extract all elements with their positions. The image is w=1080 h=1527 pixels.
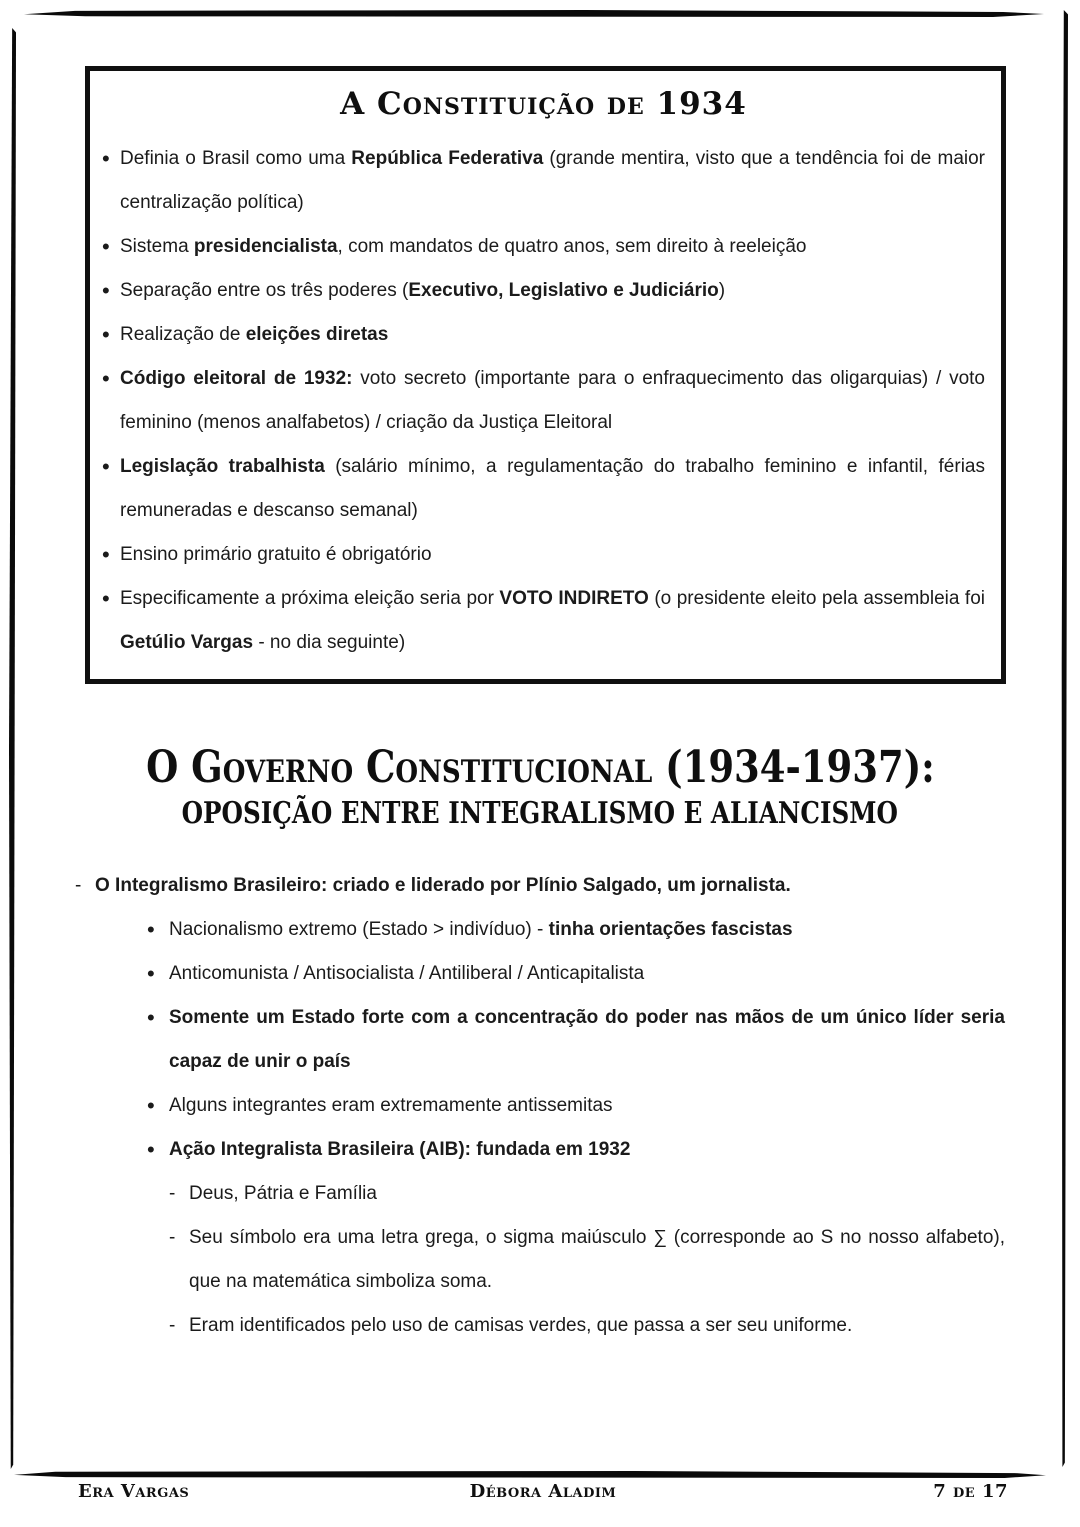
constitution-bullet [102,225,985,269]
dash-marker: - [169,1227,176,1248]
item-text: Alguns integrantes eram extremamente antissemitas [169,1095,613,1116]
constitution-bullet [102,137,985,225]
constitution-bullet [102,533,985,577]
footer-page-number: 7 de 17 [933,1481,1008,1502]
item-text: Definia o Brasil como uma República Federativa (grande mentira, visto que a tendência foi de maior centralização política) [120,148,986,213]
constitution-box-title: A Constituição de 1934 [340,86,747,122]
bullet-marker: • [102,322,110,347]
dash-marker: - [75,875,82,896]
constitution-bullet [102,577,985,665]
government-section-subtitle-text: OPOSIÇÃO ENTRE INTEGRALISMO E ALIANCISMO [181,796,899,831]
government-list-item [147,1084,1005,1128]
government-section-title [0,744,1080,792]
government-list-item [147,908,1005,952]
government-section-heading [0,744,1080,834]
item-text: Legislação trabalhista (salário mínimo, a regulamentação do trabalho feminino e infantil, férias remuneradas e descanso semanal) [120,456,985,521]
bullet-marker: • [147,961,155,986]
government-list [75,864,1005,1348]
government-list-item [169,1304,1005,1348]
government-section-subtitle [0,794,1080,834]
dash-marker: - [169,1315,176,1336]
constitution-bullet [102,445,985,533]
item-text: Ação Integralista Brasileira (AIB): fundada em 1932 [169,1139,631,1160]
bullet-marker: • [102,366,110,391]
government-list-item [169,1216,1005,1304]
item-text: Especificamente a próxima eleição seria por VOTO INDIRETO (o presidente eleito pela assembleia foi Getúlio Vargas - no dia seguinte) [120,588,985,653]
constitution-bullet [102,269,985,313]
item-text: Ensino primário gratuito é obrigatório [120,544,432,565]
bullet-marker: • [102,234,110,259]
government-list-item [75,864,1005,908]
item-text: Nacionalismo extremo (Estado > indivíduo) - tinha orientações fascistas [169,919,793,940]
footer-course-title: Era Vargas [78,1481,190,1502]
constitution-list [102,137,985,665]
bullet-marker: • [102,146,110,171]
item-text: O Integralismo Brasileiro: criado e liderado por Plínio Salgado, um jornalista. [95,875,791,896]
bullet-marker: • [102,454,110,479]
government-section-title-text: O Governo Constitucional (1934-1937): [145,742,935,793]
item-text: Deus, Pátria e Família [189,1183,377,1204]
item-text: Código eleitoral de 1932: voto secreto (importante para o enfraquecimento das oligarquias) / voto feminino (menos analfabetos) / criação da Justiça Eleitoral [120,368,985,433]
item-text: Somente um Estado forte com a concentração do poder nas mãos de um único líder seria capaz de unir o país [169,1007,1005,1072]
bullet-marker: • [147,1137,155,1162]
bullet-marker: • [147,917,155,942]
bullet-marker: • [102,586,110,611]
item-text: Anticomunista / Antisocialista / Antiliberal / Anticapitalista [169,963,645,984]
footer-author: Débora Aladim [469,1481,617,1502]
government-list-item [147,996,1005,1084]
item-text: Sistema presidencialista, com mandatos de quatro anos, sem direito à reeleição [120,236,807,257]
constitution-box [85,66,1006,684]
bullet-marker: • [147,1005,155,1030]
item-text: Realização de eleições diretas [120,324,389,345]
item-text: Seu símbolo era uma letra grega, o sigma maiúsculo ∑ (corresponde ao S no nosso alfabeto), que na matemática simboliza soma. [189,1227,1005,1292]
government-list-item [147,1128,1005,1172]
page-border-bottom [14,1471,1046,1478]
page-border-top [24,10,1044,17]
constitution-bullet [102,313,985,357]
bullet-marker: • [147,1093,155,1118]
bullet-marker: • [102,542,110,567]
bullet-marker: • [102,278,110,303]
item-text: Eram identificados pelo uso de camisas verdes, que passa a ser seu uniforme. [189,1315,853,1336]
government-list-item [147,952,1005,996]
constitution-bullet [102,357,985,445]
page-footer [78,1480,1008,1504]
item-text: Separação entre os três poderes (Executivo, Legislativo e Judiciário) [120,280,726,301]
page-border-right [1061,10,1068,1467]
government-list-item [169,1172,1005,1216]
dash-marker: - [169,1183,176,1204]
